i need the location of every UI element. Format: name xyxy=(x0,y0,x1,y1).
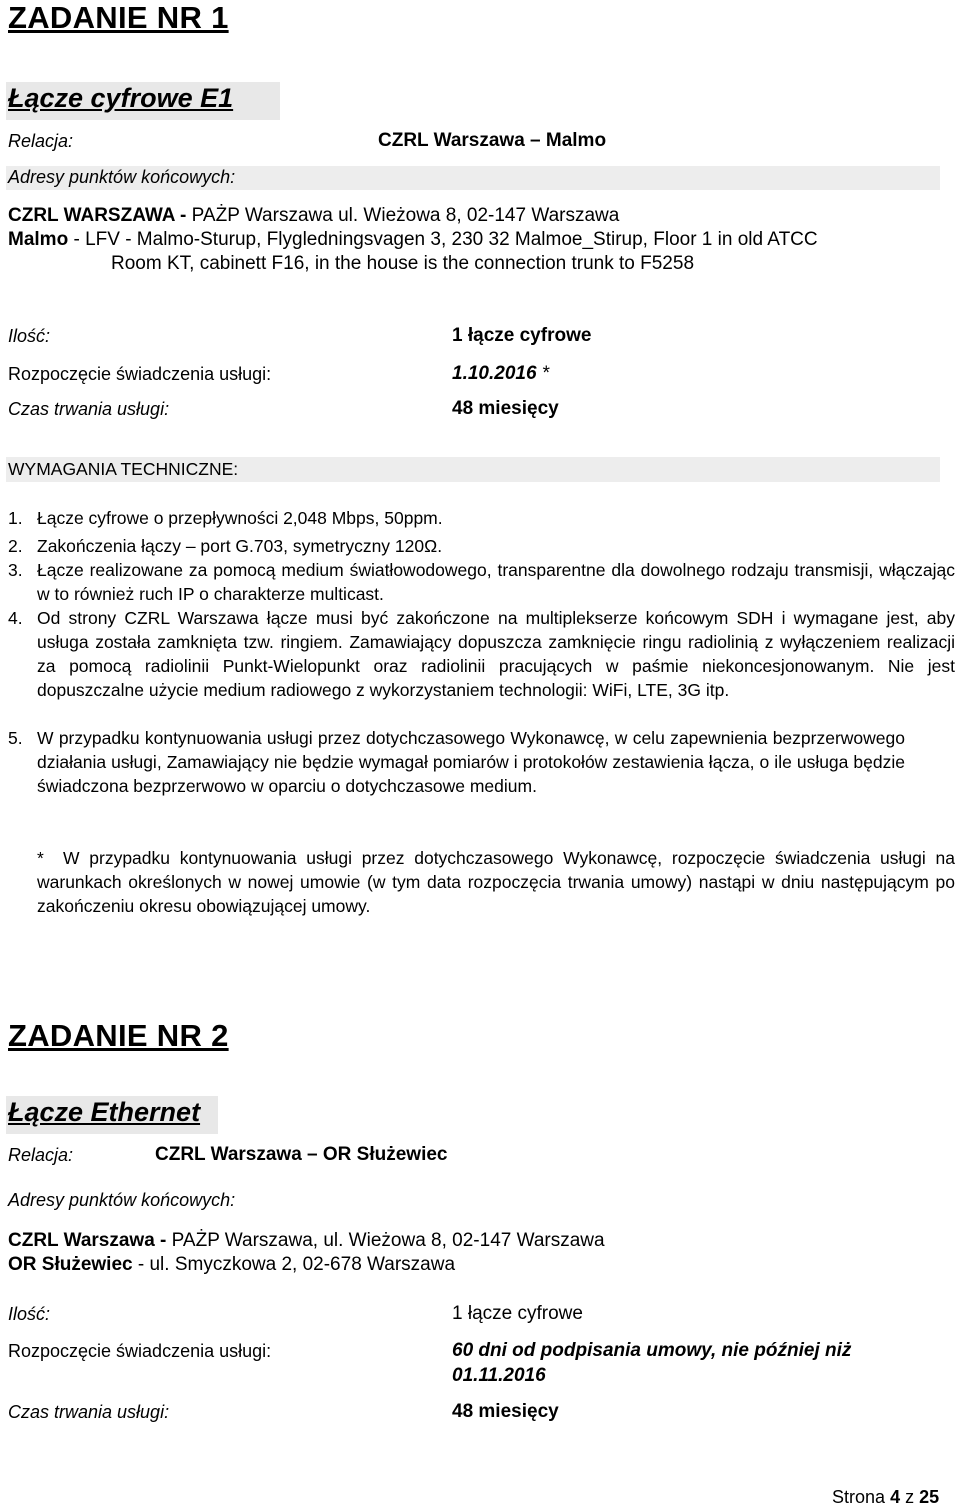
task1-address2 xyxy=(8,229,818,251)
task2-address2-site: OR Służewiec xyxy=(8,1254,133,1275)
task1-duration-value: 48 miesięcy xyxy=(452,398,559,419)
req-num: 4. xyxy=(8,608,23,628)
task2-start-value: 60 dni od podpisania umowy, nie później niż xyxy=(452,1340,852,1361)
task2-quantity-label: Ilość: xyxy=(8,1304,51,1324)
footnote-mark: * xyxy=(37,848,44,868)
task1-address1 xyxy=(8,205,619,227)
task2-address2 xyxy=(8,1254,455,1276)
task2-start-label: Rozpoczęcie świadczenia usługi: xyxy=(8,1341,272,1361)
task1-quantity-label: Ilość: xyxy=(8,326,51,346)
task2-relation-label: Relacja: xyxy=(8,1145,74,1165)
task2-address1 xyxy=(8,1230,605,1252)
task1-start-mark: * xyxy=(536,363,550,384)
task2-endpoints-label: Adresy punktów końcowych: xyxy=(8,1190,236,1210)
task2-relation-value: CZRL Warszawa – OR Służewiec xyxy=(155,1144,448,1165)
task2-start-date: 01.11.2016 xyxy=(452,1365,546,1386)
task2-heading: ZADANIE NR 2 xyxy=(8,1018,229,1053)
task1-address2-cont: Room KT, cabinett F16, in the house is the connection trunk to F5258 xyxy=(111,253,695,274)
req-item-5: W przypadku kontynuowania usługi przez dotychczasowego Wykonawcę, w celu zapewnienia bezprzerwowego działania usługi, Zamawiający nie będzie wymagał pomiarów i protokołów zestawienia łącza, o ile usługa będzie świadczona bezprzerwowo w oparciu o dotychczasowe medium. xyxy=(37,728,905,796)
task2-duration-value: 48 miesięcy xyxy=(452,1401,559,1422)
task1-heading: ZADANIE NR 1 xyxy=(8,0,229,35)
task1-quantity-value: 1 łącze cyfrowe xyxy=(452,325,592,346)
task1-duration-label: Czas trwania usługi: xyxy=(8,399,170,419)
req-num: 2. xyxy=(8,536,23,556)
task1-address2-detail: - LFV - Malmo-Sturup, Flygledningsvagen 3, 230 32 Malmoe_Stirup, Floor 1 in old ATCC xyxy=(68,229,818,250)
task1-service-title: Łącze cyfrowe E1 xyxy=(8,83,234,113)
req-num: 1. xyxy=(8,508,23,528)
task1-start-value xyxy=(452,363,549,385)
req-item-2: Zakończenia łączy – port G.703, symetryczny 120Ω. xyxy=(37,536,443,556)
task1-start-label: Rozpoczęcie świadczenia usługi: xyxy=(8,364,272,384)
task1-relation-label: Relacja: xyxy=(8,131,74,151)
task1-address2-site: Malmo xyxy=(8,229,69,250)
task2-service-title: Łącze Ethernet xyxy=(8,1097,201,1127)
req-item-4: Od strony CZRL Warszawa łącze musi być zakończone na multiplekserze końcowym SDH i wymagane jest, aby usługa została zamknięta tzw. ringiem. Zamawiający dopuszcza zamknięcie ringu radiolinią z wyłączeniem realizacji za pomocą radiolinii Punkt-Wielopunkt oraz radiolinii pracujących w paśmie niekoncesjonowanym. Nie jest dopuszczalne użycie medium radiowego z wykorzystaniem technologii: WiFi, LTE, 3G itp. xyxy=(37,608,955,700)
req-item-3: Łącze realizowane za pomocą medium światłowodowego, transparentne dla dowolnego rodzaju transmisji, włączając w to również ruch IP o charakterze multicast. xyxy=(37,560,955,604)
task1-endpoints-label: Adresy punktów końcowych: xyxy=(8,167,236,187)
task1-address1-site: CZRL WARSZAWA - xyxy=(8,205,187,226)
req-item-1: Łącze cyfrowe o przepływności 2,048 Mbps, 50ppm. xyxy=(37,508,443,528)
task2-address1-site: CZRL Warszawa - xyxy=(8,1230,167,1251)
req-num: 5. xyxy=(8,728,23,748)
page-word: Strona xyxy=(832,1487,886,1507)
page-current: 4 xyxy=(890,1487,901,1507)
page-of: z xyxy=(905,1487,915,1507)
task2-address2-detail: - ul. Smyczkowa 2, 02-678 Warszawa xyxy=(132,1254,456,1275)
task2-duration-label: Czas trwania usługi: xyxy=(8,1402,170,1422)
page-number xyxy=(832,1487,939,1508)
task1-address1-detail: PAŻP Warszawa ul. Wieżowa 8, 02-147 Warszawa xyxy=(186,205,620,226)
task2-address1-detail: PAŻP Warszawa, ul. Wieżowa 8, 02-147 Warszawa xyxy=(166,1230,605,1251)
page-total: 25 xyxy=(919,1487,940,1507)
task1-start-date: 1.10.2016 xyxy=(452,363,537,384)
req-num: 3. xyxy=(8,560,23,580)
task1-requirements-title: WYMAGANIA TECHNICZNE: xyxy=(8,459,239,479)
task1-footnote: W przypadku kontynuowania usługi przez dotychczasowego Wykonawcę, rozpoczęcie świadczenia usługi na warunkach określonych w nowej umowie (w tym data rozpoczęcia trwania umowy) nastąpi w dniu następującym po zakończeniu okresu obowiązującej umowy. xyxy=(37,848,955,916)
task1-relation-value: CZRL Warszawa – Malmo xyxy=(378,130,607,151)
task2-quantity-value: 1 łącze cyfrowe xyxy=(452,1303,583,1324)
